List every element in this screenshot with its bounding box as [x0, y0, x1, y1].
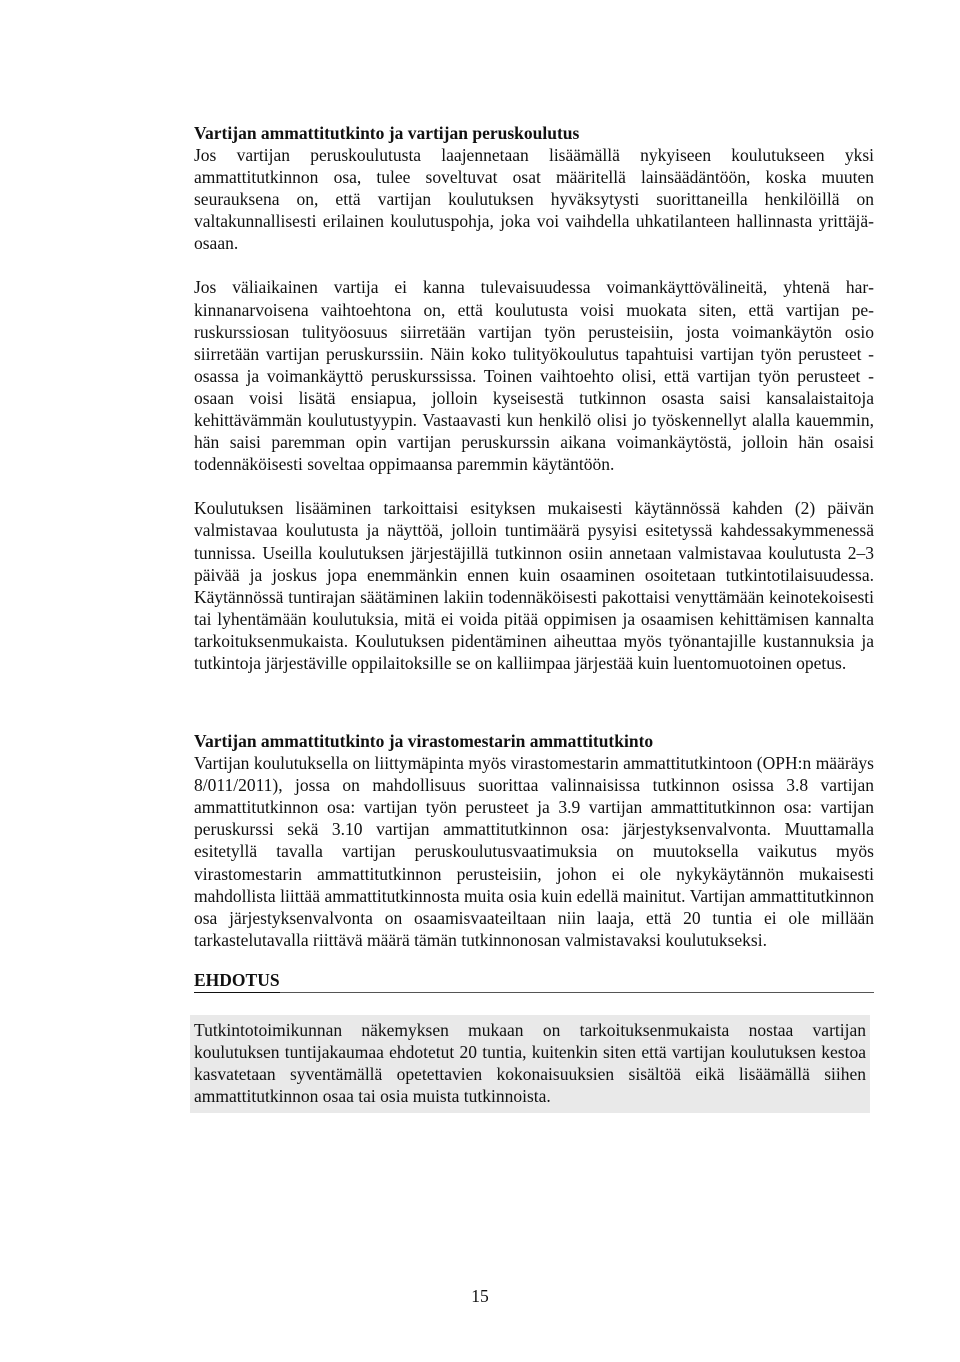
page-number: 15	[471, 1286, 489, 1306]
proposal-box	[190, 1015, 870, 1113]
paragraph: Vartijan koulutuksella on liittymäpinta myös virastomestarin ammattitutkintoon (OPH:n määräys 8/011/2011), jossa on mahdollisuus suorittaa valinnaisissa tutkinnon osissa 3.8 vartijan ammattitutkinnon osa: vartijan työn perusteet ja 3.9 vartijan ammattitutkinnon osa: vartijan peruskurssi sekä 3.10 vartijan ammattitutkinnon osa: järjestyksenvalvonta. Muuttamalla esitetyllä tavalla vartijan peruskoulutusvaatimuksia on muutoksella vaikutus myös virastomestarin ammattitutkinnon perusteisiin, johon ei ole nykykäytännön mukaisesti mahdollista liittää ammattitutkinnosta muita osia kuin edellä mainitut. Vartijan ammattitutkinnon osa järjestyksenvalvonta on osaamisvaateiltaan niin laaja, että 20 tuntia ei ole millään tarkastelutavalla riittävä määrä tämän tutkinnonosan valmistavaksi koulutukseksi.	[194, 753, 874, 950]
document-page	[194, 122, 874, 1113]
paragraph: Jos väliaikainen vartija ei kanna tulevaisuudessa voimankäyttövälineitä, yhtenä harkinnanarvoisena vaihtoehtona on, että koulutusta voisi muokata siten, että vartijan peruskurssiosan tulityöosuus siirretään vartijan työn perusteisiin, josta voimankäytön osio siirretään vartijan peruskurssiin. Näin koko tulityökoulutus tapahtuisi vartijan työn perusteet -osassa ja voimankäyttö peruskurssissa. Toinen vaihtoehto olisi, että vartijan työn perusteet -osaan voisi lisätä ensiapua, jolloin kyseisestä tutkinnon osasta saisi kansalaistaitoja kehittävämmän koulutustyypin. Vastaavasti kun henkilö olisi jo työskennellyt alalla kauemmin, hän saisi paremman opin vartijan peruskurssin aikana voimankäytöstä, jolloin hän osaisi todennäköisesti soveltaa oppimaansa paremmin käytäntöön.	[194, 277, 874, 475]
proposal-paragraph: Tutkintotoimikunnan näkemyksen mukaan on tarkoituksenmukaista nostaa vartijan koulutuksen tuntijakaumaa ehdotetut 20 tuntia, kuitenkin siten että vartijan koulutuksen kestoa kasvatetaan syventämällä opetettavien kokonaisuuksien sisältöä eikä lisäämällä siihen ammattitutkinnon osaa tai osia muista tutkinnoista.	[194, 1019, 866, 1107]
paragraph: Jos vartijan peruskoulutusta laajennetaan lisäämällä nykyiseen koulutukseen yksi ammattitutkinnon osa, tulee soveltuvat osat määritellä lainsäädäntöön, koska muuten seurauksena on, että vartijan koulutuksen hyväksytysti suorittaneilla henkilöillä on valtakunnallisesti erilainen koulutuspohja, joka voi vaihdella uhkatilanteen hallinnasta yrittäjä-osaan.	[194, 145, 874, 254]
heading-divider	[194, 992, 874, 993]
proposal-section	[194, 969, 874, 1113]
proposal-heading: EHDOTUS	[194, 969, 280, 993]
section-heading-virastomestari: Vartijan ammattitutkinto ja virastomestarin ammattitutkinto	[194, 731, 654, 752]
section-heading-peruskoulutus: Vartijan ammattitutkinto ja vartijan peruskoulutus	[194, 123, 580, 143]
paragraph: Koulutuksen lisääminen tarkoittaisi esityksen mukaisesti käytännössä kahden (2) päivän valmistavaa koulutusta ja näyttöä, jolloin tuntimäärä pysyisi esitetyssä kahdessakymmenessä tunnissa. Useilla koulutuksen järjestäjillä tutkinnon osiin annetaan valmistavaa koulutusta 2–3 päivää ja joskus jopa enemmänkin ennen kuin osaaminen osoitetaan tutkintotilaisuudessa. Käytännössä tuntirajan säätäminen lakiin todennäköisesti pakottaisi venyttämään keinotekoisesti tai lyhentämään koulutuksia, mitä ei voida pitää oppimisen ja osaamisen kehittämisen kannalta tarkoituksenmukaista. Koulutuksen pidentäminen aiheuttaa myös työnantajille kustannuksia ja tutkintoja järjestäville oppilaitoksille se on kalliimpaa järjestää kuin luentomuotoinen opetus.	[194, 498, 874, 673]
